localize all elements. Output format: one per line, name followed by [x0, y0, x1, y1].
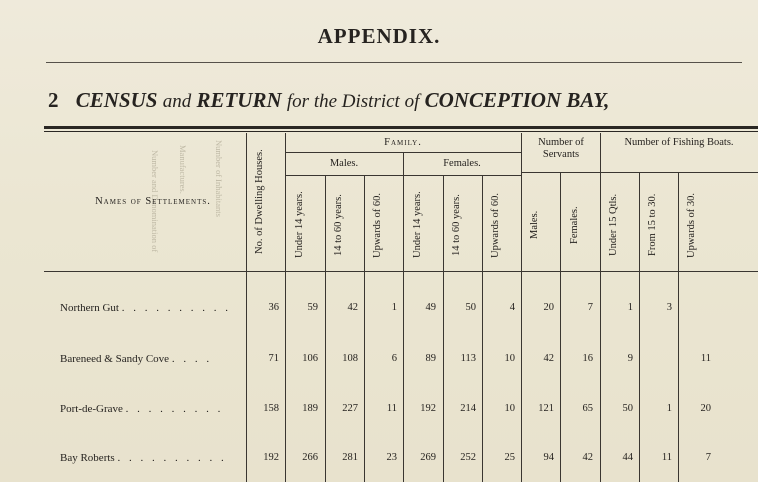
- cell: 50: [465, 302, 476, 313]
- cell: 23: [386, 452, 397, 463]
- males-header: Males.: [329, 158, 359, 169]
- cell: 227: [342, 403, 358, 414]
- cell: 49: [425, 302, 436, 313]
- cell: 3: [666, 302, 672, 313]
- cell: 7: [705, 452, 711, 463]
- servants-females-header: Females.: [569, 206, 580, 244]
- cell: 281: [342, 452, 358, 463]
- column-divider: [678, 172, 679, 482]
- cell: 11: [386, 403, 397, 414]
- cell: 89: [425, 353, 436, 364]
- cell: 20: [543, 302, 554, 313]
- cell: 20: [700, 403, 711, 414]
- cell: 50: [622, 403, 633, 414]
- cell: 108: [342, 353, 358, 364]
- cell: 192: [420, 403, 436, 414]
- cell: 266: [302, 452, 318, 463]
- title-district: CONCEPTION BAY,: [424, 88, 610, 112]
- cell: 44: [622, 452, 633, 463]
- servants-boats-underline: [521, 172, 758, 173]
- names-of-settlements-header: Names of Settlements.: [95, 196, 211, 207]
- family-underline: [285, 152, 521, 153]
- title-number: 2: [48, 88, 59, 112]
- females-under14-header: Under 14 years.: [412, 191, 423, 259]
- cell: 6: [391, 353, 397, 364]
- cell: 25: [504, 452, 515, 463]
- column-divider: [364, 175, 365, 482]
- males-14to60-header: 14 to 60 years.: [333, 194, 344, 256]
- cell: 4: [509, 302, 515, 313]
- column-divider: [403, 152, 404, 482]
- cell: 9: [627, 353, 633, 364]
- column-divider: [639, 172, 640, 482]
- females-header: Females.: [443, 158, 481, 169]
- title-for: for the District of: [286, 91, 420, 112]
- males-under14-header: Under 14 years.: [294, 191, 305, 259]
- column-divider: [560, 172, 561, 482]
- family-header: Family.: [384, 137, 422, 148]
- settlement-name: Northern Gut . . . . . . . . . .: [60, 302, 231, 314]
- cell: 36: [268, 302, 279, 313]
- cell: 106: [302, 353, 318, 364]
- males-upwards60-header: Upwards of 60.: [372, 192, 383, 258]
- cell: 11: [661, 452, 672, 463]
- cell: 10: [504, 353, 515, 364]
- header-bottom-rule: [44, 271, 758, 272]
- top-rule: [46, 62, 742, 63]
- cell: 192: [263, 452, 279, 463]
- cell: 59: [307, 302, 318, 313]
- cell: 214: [460, 403, 476, 414]
- fishing-boats-header: Number of Fishing Boats.: [624, 137, 734, 148]
- ghost-text: Manufactures.: [178, 145, 188, 194]
- cell: 71: [268, 353, 279, 364]
- cell: 113: [460, 353, 476, 364]
- cell: 42: [543, 353, 554, 364]
- females-14to60-header: 14 to 60 years.: [451, 194, 462, 256]
- settlement-name: Port-de-Grave . . . . . . . . .: [60, 403, 224, 415]
- column-divider: [482, 175, 483, 482]
- table-title: [48, 88, 609, 113]
- boats-upwards30-header: Upwards of 30.: [686, 192, 697, 258]
- ghost-text: Number of Inhabitants: [214, 140, 224, 217]
- table-top-rule: [44, 126, 758, 129]
- cell: 42: [347, 302, 358, 313]
- cell: 269: [420, 452, 436, 463]
- cell: 11: [700, 353, 711, 364]
- ghost-text: Number and Denomination of: [150, 150, 160, 253]
- appendix-heading: APPENDIX.: [317, 24, 441, 48]
- cell: 42: [582, 452, 593, 463]
- cell: 1: [627, 302, 633, 313]
- cell: 94: [543, 452, 554, 463]
- settlement-name: Bay Roberts . . . . . . . . . .: [60, 452, 227, 464]
- title-and: and: [162, 91, 192, 112]
- boats-under15-header: Under 15 Qtls.: [608, 193, 619, 257]
- column-divider: [443, 175, 444, 482]
- cell: 121: [538, 403, 554, 414]
- cell: 189: [302, 403, 318, 414]
- table-top-rule-thin: [44, 131, 758, 132]
- servants-males-header: Males.: [529, 210, 540, 240]
- column-divider: [325, 175, 326, 482]
- cell: 7: [587, 302, 593, 313]
- males-females-underline: [285, 175, 521, 176]
- females-upwards60-header: Upwards of 60.: [490, 192, 501, 258]
- servants-header: Number of Servants: [538, 137, 584, 160]
- settlement-name: Bareneed & Sandy Cove . . . .: [60, 353, 213, 365]
- title-return: RETURN: [196, 88, 282, 112]
- cell: 16: [582, 353, 593, 364]
- cell: 1: [666, 403, 672, 414]
- cell: 158: [263, 403, 279, 414]
- cell: 252: [460, 452, 476, 463]
- cell: 1: [391, 302, 397, 313]
- dwelling-houses-header: No. of Dwelling Houses.: [254, 149, 265, 255]
- boats-15to30-header: From 15 to 30.: [647, 193, 658, 257]
- title-census: CENSUS: [75, 88, 158, 112]
- cell: 65: [582, 403, 593, 414]
- cell: 10: [504, 403, 515, 414]
